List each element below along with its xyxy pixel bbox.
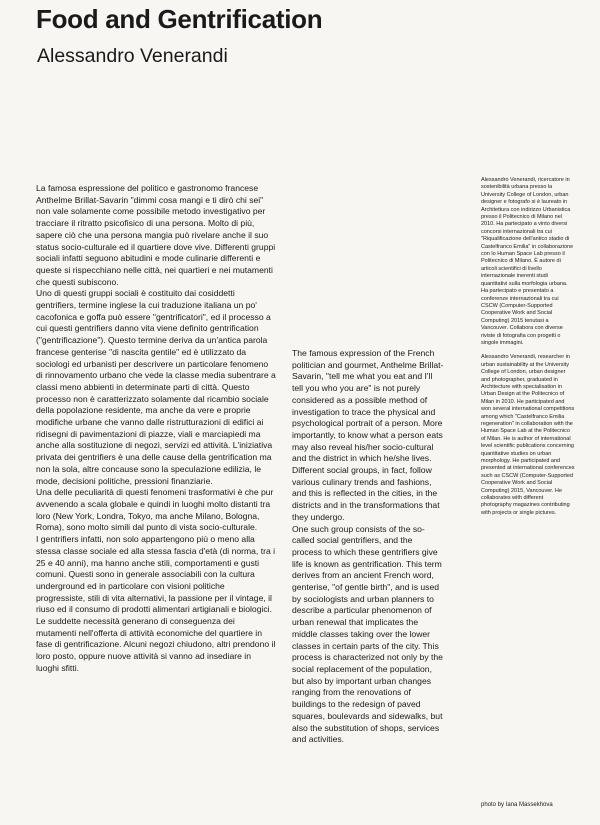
author-bio-italian: Alessandro Venerandi, ricercatore in sostenibilità urbana presso la University College of London, urban designer e fotografo si è laureato in Architettura con indirizzo Urbanistica presso il Politecnico di Milano nel 2010. Ha partecipato a vinto diversi concorsi internazionali tra cui "Riqualificazione dell'antico stadio di Castelfranco Emilia" in collaborazione con lo Human Space Lab presso il Politecnico di Milano. È autore di articoli scientifici di livello internazionale inerenti studi quantitativi sulla morfologia urbana. Ha partecipato e presentato a conferenze internazionali tra cui CSCW (Computer-Supported Cooperative Work and Social Computing) 2015 tenutasi a Vancouver. Collabora con diverse riviste di fotografia con progetti o singole immagini. — [481, 177, 574, 346]
italian-paragraph: Una delle peculiarità di questi fenomeni trasformativi è che pur avvenendo a scala globale e quindi in luoghi molto distanti tra loro (New York, Londra, Tokyo, ma anche Milano, Bologna, Roma), sono molto simili dal punto di vista socio-culturale. — [36, 487, 274, 533]
english-paragraph: The famous expression of the French politician and gourmet, Anthelme Brillat-Savarin, "tell me what you eat and I'll tell you who you are" is not purely considered as a possible method of investigation to trace the physical and psychological portrait of a person. More importantly, to know what a person eats may also reveal his/her socio-cultural and the district in which he/she lives. Different social groups, in fact, follow various culinary trends and fashions, and this is reflected in the cities, in the districts and in the transformations that they undergo. — [292, 348, 444, 522]
english-text-column — [292, 348, 444, 746]
italian-paragraph: La famosa espressione del politico e gastronomo francese Anthelme Brillat-Savarin "dimmi cosa mangi e ti dirò chi sei" non vale solamente come possibile metodo investigativo per tracciare il ritratto psicofisico di una persona. Molto di più, sapere ciò che una persona mangia può rivelare anche il suo status socio-culturale ed il quartiere dove vive. Differenti gruppi sociali infatti seguono abitudini e mode culinarie differenti e queste si rispecchiano nelle città, nei quartieri e nei mutamenti che questi subiscono. — [36, 183, 276, 287]
english-paragraph: One such group consists of the so-called social gentrifiers, and the process to which these gentrifiers give life is known as gentrification. This term derives from an ancient French word, genterise, "of gentle birth", and is used by sociologists and urban planners to describe a particular phenomenon of urban renewal that implicates the middle classes taking over the lower classes in certain parts of the city. This process is characterized not only by the social replacement of the population, but also by important urban changes ranging from the renovations of buildings to the redesign of paved squares, boulevards and sidewalks, but also the substitution of shops, services and activities. — [292, 523, 443, 745]
author-bio-column — [481, 177, 575, 517]
italian-text-column — [36, 183, 276, 675]
italian-paragraph: I gentrifiers infatti, non solo appartengono più o meno alla stessa classe sociale ed alla stessa fascia d'età (di norma, tra i 25 e 40 anni), ma hanno anche stili, comportamenti e gusti comuni. Questi sono in generale associabili con la cultura underground ed in particolare con visioni politiche progressiste, stili di vita alternativi, la passione per il vintage, il riuso ed il consumo di prodotti alimentari artigianali e biologici. Le suddette necessità generano di conseguenza dei mutamenti nell'offerta di attività economiche del quartiere in fase di gentrificazione. Alcuni negozi chiudono, altri prendono il loro posto, oppure nuove attività si vanno ad insediare in luoghi sfitti. — [36, 534, 276, 673]
photo-credit: photo by Iana Massekhova — [481, 802, 553, 808]
article-author: Alessandro Venerandi — [37, 45, 228, 67]
article-title: Food and Gentrification — [36, 4, 323, 34]
italian-paragraph: Uno di questi gruppi sociali è costituito dai cosiddetti gentrifiers, termine inglese la cui traduzione italiana un po' cacofonica e goffa può essere "gentrificatori", ed il processo a cui questi gentrifiers danno vita viene definito gentrification ("gentrificazione"). Questo termine deriva da un'antica parola francese genterise "di nascita gentile" ed è utilizzato da sociologi ed urbanisti per descrivere un particolare fenomeno di rinnovamento urbano che vede la classe media subentrare a classi meno abbienti in determinate parti di città. Questo processo non è caratterizzato solamente dal ricambio sociale della popolazione residente, ma anche da vere e proprie modifiche urbane che vanno dalle ristrutturazioni di edifici ai ridisegni di pavimentazioni di piazze, viali e marciapiedi ma anche alla sostituzione di negozi, servizi ed attività. L'iniziativa privata dei gentrifiers è una delle cause della gentrification ma non la sola, altre concause sono la speculazione edilizia, le mode, decisioni politiche, pressioni finanziarie. — [36, 288, 276, 486]
author-bio-english: Alessandro Venerandi, researcher in urban sustainability at the University College of London, urban designer and photographer, graduated in Architecture with specialisation in Urban Design at the Politecnico of Milan in 2010. He participated and won several international competitions among which "Castelfranco Emilia regeneration" in collaboration with the Human Space Lab at the Politecnico of Milan. He is author of international level scientific publications concerning quantitative studies on urban morphology. He participated and presented at international conferences such as CSCW (Computer-Supported Cooperative Work and Social Computing) 2015, Vancouver. He collaborates with different photography magazines contributing with projects or single pictures. — [481, 354, 575, 516]
